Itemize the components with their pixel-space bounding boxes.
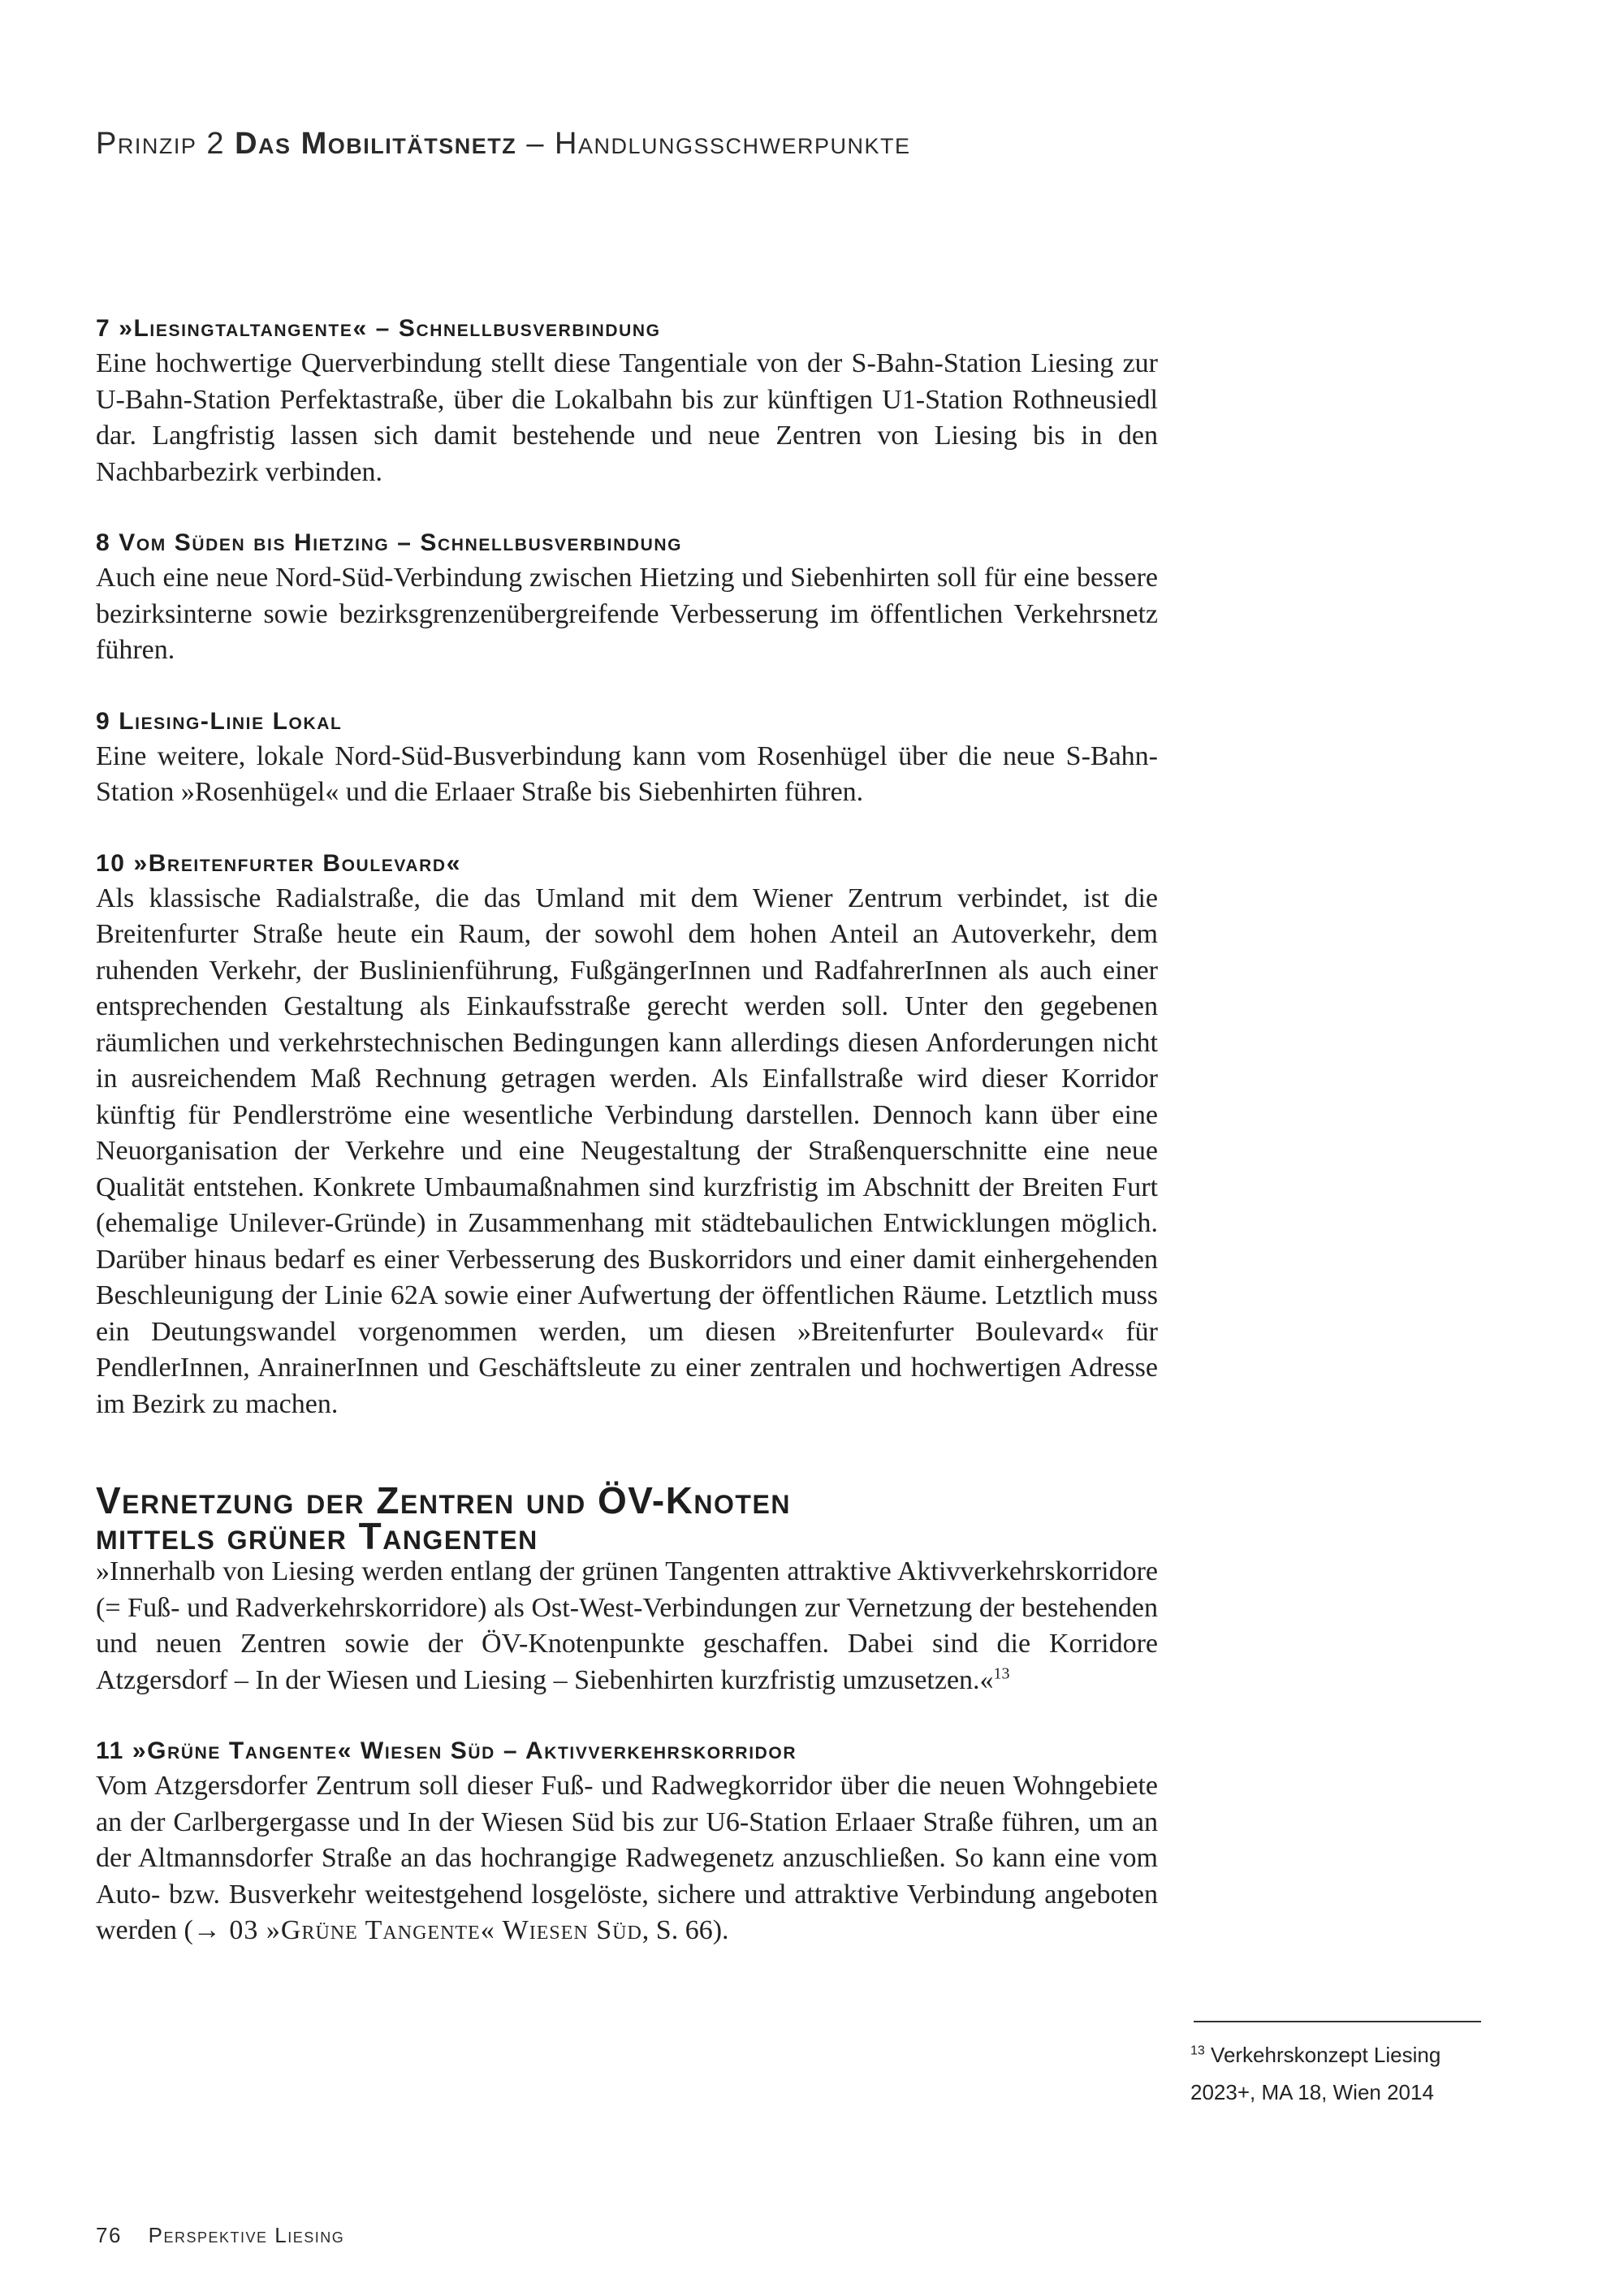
page-number: 76 <box>96 2223 122 2247</box>
section-heading: 8 Vom Süden bis Hietzing – Schnellbusverbindung <box>96 529 683 556</box>
section-heading: 9 Liesing-Linie Lokal <box>96 707 343 735</box>
header-title: Das Mobilitätsnetz <box>235 127 517 161</box>
major-heading <box>96 1479 1158 1557</box>
section-text: Eine hochwertige Querverbindung stellt diese Tangentiale von der S-Bahn-Station Liesing zur U-Bahn-Station Perfektastraße, über die Lokalbahn bis zur künftigen U1-Station Rothneusiedl dar. Langfristig lassen sich damit bestehende und neue Zentren von Liesing bis in den Nachbarbezirk verbinden. <box>96 348 1158 487</box>
cross-reference-link[interactable]: → 03 »Grüne Tangente« Wiesen Süd <box>192 1915 642 1945</box>
section-text: Auch eine neue Nord-Süd-Verbindung zwischen Hietzing und Siebenhirten soll für eine bessere bezirksinterne sowie bezirksgrenzenübergreifende Verbesserung im öffentlichen Verkehrsnetz führen. <box>96 563 1158 665</box>
section-11 <box>96 1734 1158 1949</box>
major-quote-block <box>96 1554 1158 1698</box>
publication-title: Perspektive Liesing <box>148 2223 345 2247</box>
section-9 <box>96 705 1158 811</box>
footnote-text: Verkehrskonzept Liesing 2023+, MA 18, Wien 2014 <box>1190 2043 1441 2104</box>
footnote-reference[interactable]: 13 <box>993 1664 1010 1683</box>
section-text <box>96 1768 1158 1949</box>
running-header <box>96 127 1314 162</box>
section-8 <box>96 526 1158 669</box>
body-column <box>96 312 1158 1985</box>
header-subtitle: Handlungsschwerpunkte <box>555 127 911 161</box>
header-dash: – <box>526 127 545 161</box>
major-quote-text: »Innerhalb von Liesing werden entlang der grünen Tangenten attraktive Aktivverkehrskorridore (= Fuß- und Radverkehrskorridore) als Ost-West-Verbindungen zur Vernetzung der bestehenden und neuen Zentren sowie der ÖV-Knotenpunkte geschaffen. Dabei sind die Korridore Atzgersdorf – In der Wiesen und Liesing – Siebenhirten kurzfristig umzusetzen.« <box>96 1556 1158 1695</box>
section-heading: 7 »Liesingtaltangente« – Schnellbusverbindung <box>96 315 661 342</box>
footnote-number: 13 <box>1190 2044 1205 2058</box>
section-11-text: Vom Atzgersdorfer Zentrum soll dieser Fuß- und Radwegkorridor über die neuen Wohngebiete an der Carlbergergasse und In der Wiesen Süd bis zur U6-Station Erlaaer Straße führen, um an der Altmannsdorfer Straße an das hochrangige Radwegenetz anzuschließen. So kann eine vom Auto- bzw. Busverkehr weitestgehend losgelöste, sichere und attraktive Verbindung angeboten werden ( <box>96 1771 1158 1945</box>
section-7 <box>96 312 1158 490</box>
section-text: Eine weitere, lokale Nord-Süd-Busverbindung kann vom Rosenhügel über die neue S-Bahn-Station »Rosenhügel« und die Erlaaer Straße bis Siebenhirten führen. <box>96 740 1158 807</box>
footnote <box>1190 2036 1491 2111</box>
section-text: Als klassische Radialstraße, die das Umland mit dem Wiener Zentrum verbindet, ist die Breitenfurter Straße heute ein Raum, der sowohl dem hohen Anteil an Autoverkehr, dem ruhenden Verkehr, der Buslinienführung, FußgängerInnen und RadfahrerInnen als auch einer entsprechenden Gestaltung als Einkaufsstraße gerecht werden soll. Unter den gegebenen räumlichen und verkehrstechnischen Bedingungen kann allerdings diesen Anforderungen nicht in ausreichendem Maß Rechnung getragen werden. Als Einfallstraße wird dieser Korridor künftig für Pendlerströme eine wesentliche Verbindung darstellen. Dennoch kann über eine Neuorganisation der Verkehre und eine Neugestaltung der Straßenquerschnitte eine neue Qualität entstehen. Konkrete Umbaumaßnahmen sind kurzfristig im Abschnitt der Breiten Furt (ehemalige Unilever-Gründe) in Zusammenhang mit städtebaulichen Entwicklungen möglich. Darüber hinaus bedarf es einer Verbesserung des Buskorridors und einer damit einhergehenden Beschleunigung der Linie 62A sowie einer Aufwertung der öffentlichen Räume. Letztlich muss ein Deutungswandel vorgenommen werden, um diesen »Breitenfurter Boulevard« für PendlerInnen, AnrainerInnen und Geschäftsleute zu einer zentralen und hochwertigen Adresse im Bezirk zu machen. <box>96 883 1158 1419</box>
section-heading: 10 »Breitenfurter Boulevard« <box>96 849 461 877</box>
major-quote <box>96 1554 1158 1698</box>
page-footer <box>96 2223 344 2248</box>
major-heading-line-1: Vernetzung der Zentren und ÖV-Knoten <box>96 1479 791 1521</box>
section-10 <box>96 847 1158 1423</box>
section-11-text-end: , S. 66). <box>641 1915 729 1945</box>
footnote-divider <box>1194 2021 1481 2022</box>
header-prefix: Prinzip 2 <box>96 127 226 161</box>
section-heading: 11 »Grüne Tangente« Wiesen Süd – Aktivverkehrskorridor <box>96 1737 797 1764</box>
major-heading-line-2: mittels grüner Tangenten <box>96 1515 538 1557</box>
